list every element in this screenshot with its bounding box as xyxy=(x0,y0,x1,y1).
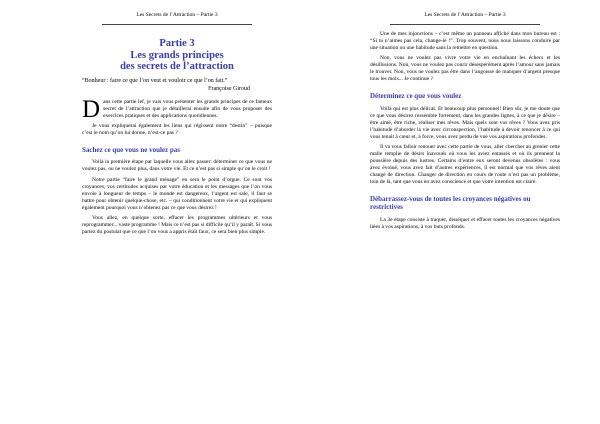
part-title-line-3: des secrets de l’attraction xyxy=(120,61,234,72)
paragraph: Voilà la première étape par laquelle vous allez passer: déterminer ce que vous ne voulez pas, ou ne voulez plus, dans votre vie. Et ce n’est pas si simple qu’on le croit ! xyxy=(82,159,272,173)
epigraph-author: Françoise Giroud xyxy=(208,85,250,92)
paragraph: Voilà qui est plus délicat. Et beaucoup plus personnel! Bien sûr, je me doute que ce que vous désirez ressemble fortement, dans les grandes lignes, à ce que je désire – être aimé, être riche, réaliser mes rêves. Mais quels sont vos rêves ? Vous avez pris l’habitude d’aborder la vie avec circonspection, l’habitude à devoir renoncer à ce qui vous tenait à cœur et, à force, vous avez perdu de vue vos aspirations profondes. xyxy=(370,105,560,140)
paragraph: Il va vous falloir renouer avec cette partie de vous, aller chercher au grenier cette malle remplie de désirs inavoués où vous les aviez entassés et où ils prennent la poussière depuis des lustres. Certains d’entre eux seront devenus obsolètes : vous avez évolué, vous avez fait d’autres expériences, il est normal que vos rêves aient changé de direction. Changer de direction en cours de route n’est pas un problème, loin de là, tant que vous en avez conscience et que votre intention est claire. xyxy=(370,143,560,185)
header-rule xyxy=(102,24,252,25)
part-title-line-1: Partie 3 xyxy=(159,38,195,49)
section-heading: Sachez ce que vous ne voulez pas xyxy=(82,145,180,154)
paragraph: Vous allez, en quelque sorte, effacer les programmes ultérieurs et vous reprogrammer... vaste programme ! Mais ce n’est pas si difficile qu’il y paraît. Si vous partez du postulat que ce que l’on vous a appris était faux, ce sera bien plus simple. xyxy=(82,214,272,235)
section-heading: Déterminez ce que vous voulez xyxy=(370,92,462,100)
paragraph: Je vous expliquerai également les liens qui régissent notre “destin” – puisque c’est le nom qu’on lui donne, n’est-ce pas ? xyxy=(82,122,272,136)
paragraph: Une de mes injonctions – c’est même un panneau affiché dans mon bureau est : “Si tu n’aimes pas cela, change-le !”. Trop souvent, nous nous laissons conduire par une situation ou une habitude sans la remettre en question. xyxy=(370,31,560,51)
section-heading: Débarrassez-vous de toutes les croyances négatives ou restrictives xyxy=(370,194,531,211)
epigraph-quote: “Bonheur : faire ce que l’on veut et vouloir ce que l’on fait.” xyxy=(82,77,228,84)
right-page xyxy=(300,0,600,424)
part-title xyxy=(82,38,272,73)
intro-paragraph xyxy=(82,95,272,123)
running-head: Les Secrets de l’Attraction – Partie 3 xyxy=(136,12,218,18)
paragraph: Non, vous ne voulez pas vivre votre vie en enchaînant les échecs et les désillusions. Non, vous ne voulez pas courir désespérément après l’amour sans jamais le trouver. Non, vous ne voulez pas être dans l’angoisse de manquer d’argent presque tous les mois... Je continue ? xyxy=(370,55,560,82)
paragraph: La 3e étape consiste à traquer, disséquer et effacer toutes les croyances négatives liées à vos aspirations, à vos buts profonds. xyxy=(370,216,560,230)
intro-text: ans cette partie lef, je vais vous présenter les grands principes de ce fameux secret de l’attraction que je détaillerai ensuite afin de vous proposer des exercices pratiques et des applications quotidiennes. xyxy=(103,98,272,119)
drop-cap: D xyxy=(82,95,101,123)
running-head: Les Secrets de l’Attraction – Partie 3 xyxy=(424,12,506,18)
paragraph: Notre partie “faire le grand ménage” en sera le point d’orgue. Ce sont vos croyances, vos certitudes acquises par votre éducation et les messages que l’on vous envoie à longueur de temps – le monde est dangereux, l’argent est sale, il faut se battre pour obtenir quelque-chose, etc. – qui conditionnent votre vie et qui expliquent également pourquoi vous n’obtenez pas ce que vous désirez ! xyxy=(82,176,272,211)
part-title-line-2: Les grands principes xyxy=(130,49,224,61)
